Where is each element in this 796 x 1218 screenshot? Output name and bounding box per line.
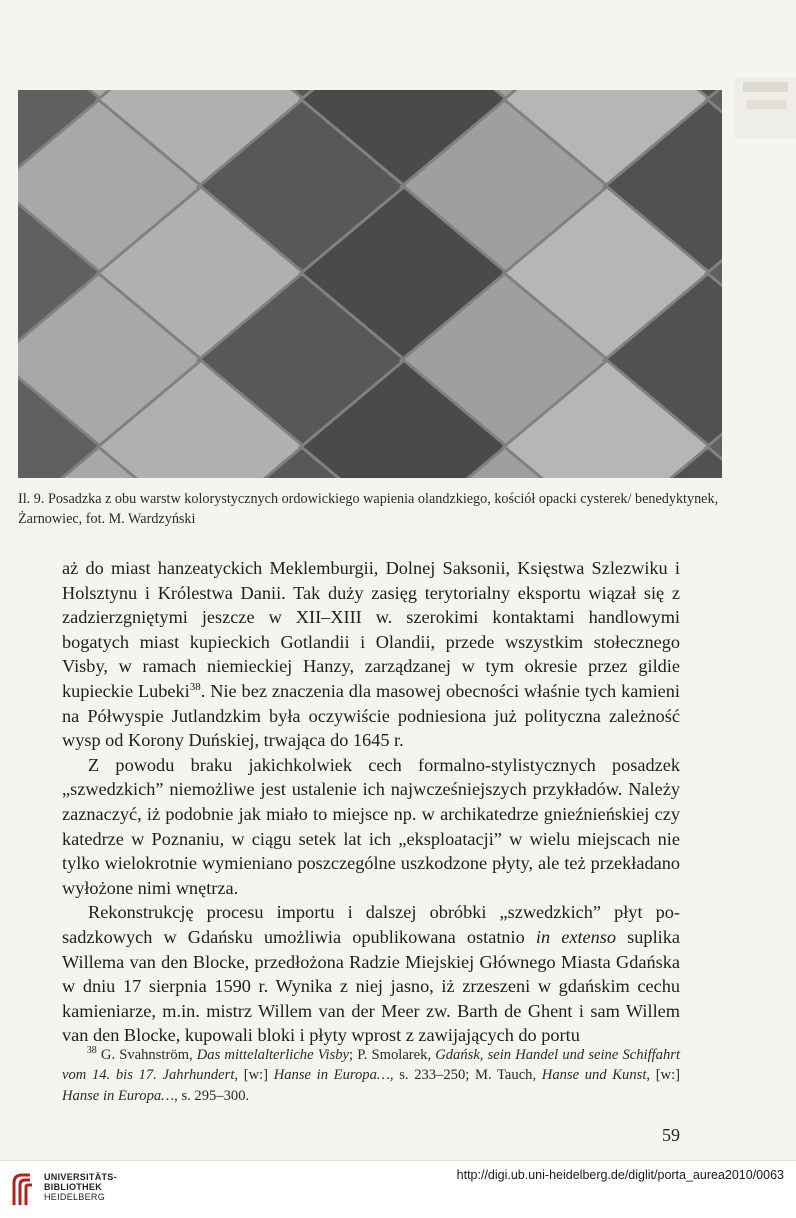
tile-floor-image (18, 90, 722, 478)
footnote-title: Hanse in Europa… (62, 1087, 175, 1104)
main-text (62, 556, 680, 1048)
photo-shading (18, 90, 722, 478)
paragraph-3-text: Rekonstrukcję procesu importu i dalszej obróbki „szwedzkich” płyt posadzkowych w Gdańsku umożliwia opublikowana ostatnio (62, 902, 680, 947)
footnote-text: , [w:] (646, 1067, 681, 1084)
footnote-text: , s. 233–250; M. Tauch, (389, 1067, 542, 1084)
footnote-title: Hanse in Europa… (273, 1067, 390, 1084)
viewer-footer (0, 1160, 796, 1218)
footnote-text: ; P. Smolarek, (349, 1047, 436, 1063)
university-library-logo-icon (8, 1169, 36, 1209)
footnote-title: Das mittelalterliche Visby (196, 1047, 350, 1063)
footnote-text: , [w:] (234, 1067, 274, 1084)
paragraph-1 (62, 556, 680, 753)
footnote-38 (62, 1045, 680, 1106)
page-number: 59 (662, 1125, 680, 1145)
paragraph-3-italic: in extenso (535, 926, 617, 947)
paragraph-3 (62, 900, 680, 1048)
library-name (44, 1172, 117, 1202)
footnote-title: Hanse und Kunst (541, 1067, 647, 1084)
footnote-title: Gdańsk, sein Handel und seine Schiffahrt vom 14. bis 17. Jahrhundert (62, 1047, 681, 1084)
floor-photo (18, 90, 722, 478)
paragraph-1-text: aż do miast hanzeatyckich Meklemburgii, Dolnej Saksonii, Księstwa Szlezwiku i Holsztynu i Królestwa Danii. Tak duży zasięg terytorialny eksportu wiązał się z zadzierzgniętymi jeszcze w XII–XIII w. szerokimi kontaktami handlowymi bogatych miast kupieckich Gotlandii i Olandii, przede wszystkim stołecznego Visby, w ramach niemieckiej Hanzy, zarządzanej w tym okresie przez gildie kupieckie Lubeki (62, 558, 680, 701)
figure-caption: Il. 9. Posadzka z obu warstw kolorystycznych ordowickiego wapienia olandzkiego, kościół opacki cysterek/ benedyktynek, Żarnowiec, fot. M. Wardzyński (18, 491, 719, 527)
document-url[interactable]: http://digi.ub.uni-heidelberg.de/diglit/porta_aurea2010/0063 (456, 1168, 784, 1182)
footnote-ref-38[interactable]: 38 (189, 680, 201, 693)
paragraph-1-text-cont: . Nie bez znaczenia dla masowej obecności właśnie tych kamieni na Półwyspie Jutlandzkim była oczywiście podniesiona już polityczna zależność wysp od Korony Duńskiej, trwająca do 1645 r. (62, 680, 680, 751)
paragraph-2: Z powodu braku jakichkolwiek cech formalno-stylistycznych posadzek „szwedzkich” niemożliwe jest ustalenie ich najwcześniejszych przykładów. Należy zaznaczyć, iż podobnie jak miało to miejsce np. w archikatedrze gnieźnieńskiej czy katedrze w Poznaniu, w ciągu setek lat ich „eksploatacji” w wielu miejscach nie tylko wielokrotnie wymieniano poszczególne uszkodzone płyty, ale też przekładano wyłożone nimi wnętrza. (62, 754, 680, 898)
footnote-text: G. Svahnström, (96, 1047, 197, 1063)
footnote-text: , s. 295–300. (174, 1087, 250, 1104)
library-name-line-2: BIBLIOTHEK (44, 1182, 102, 1192)
footnote-number: 38 (86, 1045, 97, 1057)
library-name-line-3: HEIDELBERG (44, 1192, 106, 1202)
library-name-line-1: UNIVERSITÄTS- (44, 1172, 117, 1182)
bleed-through-shadow (735, 78, 796, 138)
paragraph-3-text-cont: suplika Willema van den Blocke, przedłożona Radzie Miejskiej Głównego Miasta Gdańska w dniu 17 sierpnia 1590 r. Wynika z niej jasno, iż zrzeszeni w gdańskim cechu kamieniarze, m.in. mistrz Willem van der Meer zw. Barth de Ghent i sam Willem van den Blocke, kupowali bloki i płyty wprost z zawijających do portu (62, 926, 680, 1046)
